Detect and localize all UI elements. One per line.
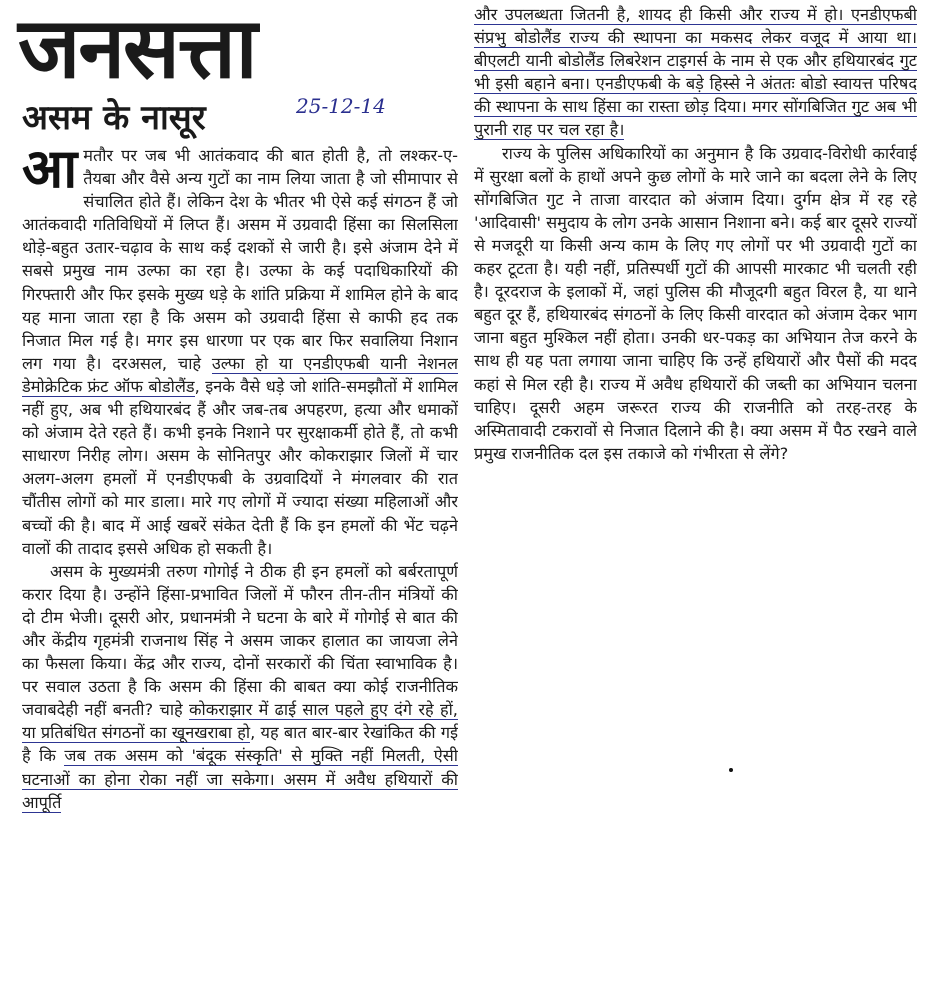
text-run: , यह बात बार-बार रेखांकित की गई है कि	[22, 723, 458, 766]
text-run: असम के मुख्यमंत्री तरुण गोगोई ने ठीक ही इन हमलों को बर्बरतापूर्ण करार दिया है। उन्होंने हिंसा-प्रभावित जिलों में फौरन तीन-तीन मंत्रियों की दो टीम भेजी। दूसरी ओर, प्रधानमंत्री ने घटना के बारे में गोगोई से बात की और केंद्रीय गृहमंत्री राजनाथ सिंह ने असम जाकर हालात का जायजा लेने का फैसला किया। केंद्र और राज्य, दोनों सरकारों की चिंता स्वाभाविक है। पर सवाल उठता है कि असम की हिंसा की बाबत क्या कोई राजनीतिक जवाबदेही नहीं बनती? चाहे	[22, 561, 458, 720]
underlined-text: कोकराझार में ढाई साल पहले हुए दंगे रहे हों, या प्रतिबंधित संगठनों का खूनखराबा हो	[22, 700, 458, 743]
drop-cap: आ	[22, 144, 78, 200]
text-run: राज्य के पुलिस अधिकारियों का अनुमान है कि उग्रवाद-विरोधी कार्रवाई में सुरक्षा बलों के हाथों अपने कुछ लोगों के मारे जाने का बदला लेने के लिए सोंगबिजित गुट ने ताजा वारदात को अंजाम दिया। दुर्गम क्षेत्र में रह रहे 'आदिवासी' समुदाय के लोग उनके आसान निशाना बने। कई बार दूसरे राज्यों से मजदूरी या किसी अन्य काम के लिए गए लोगों पर भी उग्रवादी गुटों का कहर टूटता है। यही नहीं, प्रतिस्पर्धी गुटों की आपसी मारकाट भी चलती रही है। दूरदराज के इलाकों में, जहां पुलिस की मौजूदगी बहुत विरल है, या थाने बहुत दूर हैं, हथियारबंद संगठनों के लिए किसी वारदात को अंजाम देकर भाग जाना बहुत मुश्किल नहीं होता। उनकी धर-पकड़ का अभियान तेज करने के साथ ही यह पता लगाया जाना चाहिए कि उन्हें हथियारों और पैसों की मदद कहां से मिल रही है। राज्य में अवैध हथियारों की जब्ती का अभियान चलना चाहिए। दूसरी अहम जरूरत राज्य की राजनीति को तरह-तरह के अस्मितावादी टकरावों से निजात दिलाने की है। क्या असम में पैठ रखने वाले प्रमुख राजनीतिक दल इस तकाजे को गंभीरता से लेंगे?	[474, 143, 917, 463]
underlined-text: जब तक असम को 'बंदूक संस्कृति' से मुक्ति नहीं मिलती, ऐसी घटनाओं का होना रोका नहीं जा सकेगा। असम में अवैध हथियारों की आपूर्ति	[22, 746, 458, 812]
underlined-text: और उपलब्धता जितनी है, शायद ही किसी और राज्य में हो। एनडीएफबी संप्रभु बोडोलैंड राज्य की स्थापना का मकसद लेकर वजूद में आया था। बीएलटी यानी बोडोलैंड लिबरेशन टाइगर्स के नाम से एक और हथियारबंद गुट भी इसी बहाने बना। एनडीएफबी के बड़े हिस्से ने अंततः बोडो स्वायत्त परिषद की स्थापना के साथ हिंसा का रास्ता छोड़ दिया। मगर सोंगबिजित गुट अब भी पुरानी राह पर चल रहा है।	[474, 5, 917, 140]
article-headline: असम के नासूर	[22, 98, 206, 138]
newspaper-masthead-logo: जनसत्ता	[18, 0, 256, 97]
ink-dot	[729, 768, 733, 772]
text-run: , इनके वैसे धड़े जो शांति-समझौतों में शामिल नहीं हुए, अब भी हथियारबंद हैं और जब-तब अपहरण, हत्या और धमाकों को अंजाम देते रहते हैं। कभी इनके निशाने पर सुरक्षाकर्मी होते हैं, तो कभी साधारण निरीह लोग। असम के सोनितपुर और कोकराझार जिलों में चार अलग-अलग हमलों में एनडीएफबी के उग्रवादियों ने मंगलवार की रात चौंतीस लोगों को मार डाला। मारे गए लोगों में ज्यादा संख्या महिलाओं और बच्चों की है। बाद में आई खबरें संकेत देती हैं कि इन हमलों की भेंट चढ़ने वालों की तादाद इससे अधिक हो सकती है।	[22, 376, 458, 558]
text-run: मतौर पर जब भी आतंकवाद की बात होती है, तो लश्कर-ए-तैयबा और वैसे अन्य गुटों का नाम लिया जाता है जो सीमापार से संचालित होते हैं। लेकिन देश के भीतर भी ऐसे कई संगठन हैं जो आतंकवादी गतिविधियों में लिप्त हैं। असम में उग्रवादी हिंसा का सिलसिला थोड़े-बहुत उतार-चढ़ाव के साथ कई दशकों से जारी है। इसे अंजाम देने में सबसे प्रमुख नाम उल्फा का रहा है। उल्फा के कई पदाधिकारियों की गिरफ्तारी और फिर इसके मुख्य धड़े के शांति प्रक्रिया में शामिल होने के बाद यह माना जाता रहा है कि असम को उग्रवादी हिंसा से काफी हद तक निजात मिल गई है। मगर इस धारणा पर एक बार फिर सवालिया निशान लग गया है। दरअसल, चाहे	[22, 146, 458, 373]
left-text-column	[22, 144, 458, 999]
paragraph-2	[22, 560, 458, 814]
paragraph-4	[474, 142, 917, 465]
right-text-column	[474, 3, 917, 623]
handwritten-date: 25-12-14	[296, 94, 386, 118]
paragraph-3	[474, 3, 917, 142]
paragraph-1	[22, 144, 458, 560]
underlined-text: उल्फा हो या एनडीएफबी यानी नेशनल डेमोक्रेटिक फ्रंट ऑफ बोडोलैंड	[22, 353, 458, 396]
